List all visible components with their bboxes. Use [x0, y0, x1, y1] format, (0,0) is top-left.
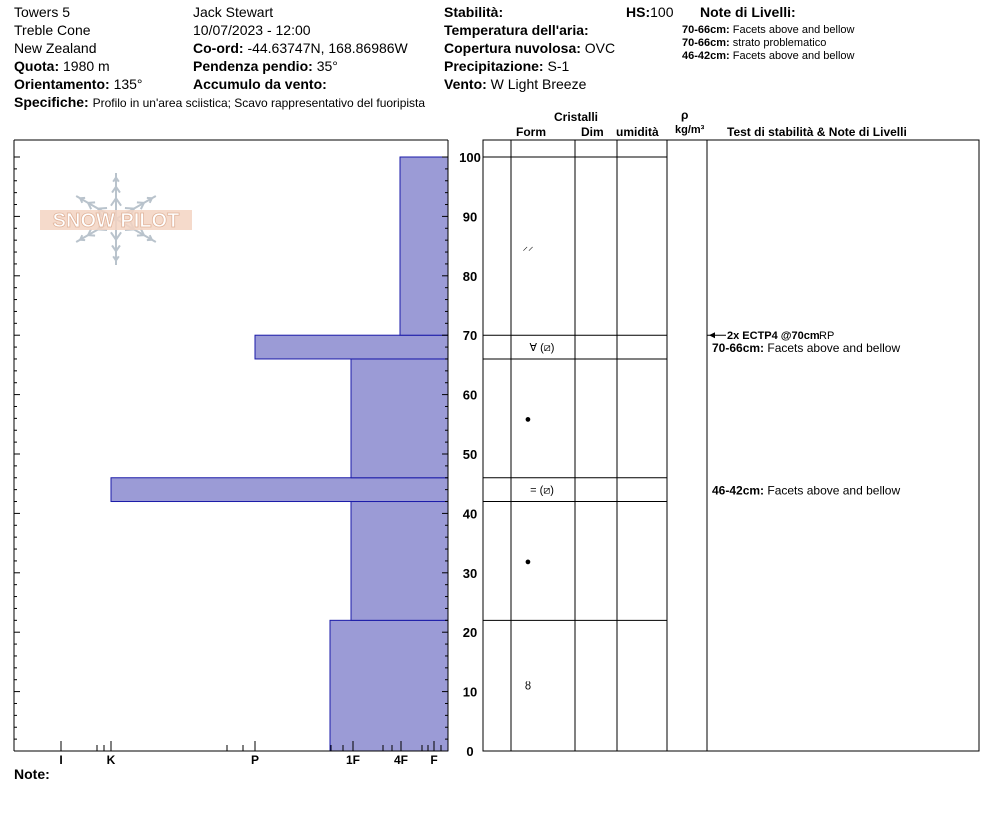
slope-value: 35° [316, 58, 338, 74]
y-tick-label-40: 40 [462, 506, 478, 522]
x-tick-label-4F: 4F [393, 753, 409, 767]
hs-label: HS: [626, 4, 651, 20]
aspect-label: Orientamento: [14, 76, 110, 92]
test-marker-arrow-0 [709, 332, 715, 338]
layer-note-header-3: 46-42cm: Facets above and bellow [682, 50, 855, 62]
layer-note-1: 46-42cm: Facets above and bellow [712, 483, 901, 498]
crystal-table-frame [483, 140, 979, 751]
site-name: Towers 5 [14, 4, 71, 20]
observer-name: Jack Stewart [193, 4, 274, 20]
crystals-header: Cristalli [554, 110, 599, 124]
flake-branch-1-0-0 [98, 208, 107, 209]
x-tick-label-K: K [106, 753, 116, 767]
grain-form-symbol-0: ⸝⸝ [522, 241, 534, 254]
stability-tests-header: Test di stabilità & Note di Livelli [727, 125, 907, 139]
hardness-bar-2 [111, 478, 448, 502]
logo-text: SNOW PILOT [52, 210, 180, 232]
flake-branch-5-1-1 [137, 202, 144, 203]
elevation-value: 1980 m [63, 58, 110, 74]
y-tick-label-60: 60 [462, 387, 478, 403]
hardness-bar-3 [351, 359, 448, 478]
specifics-label: Specifiche: [14, 94, 89, 110]
elevation-label: Quota: [14, 58, 60, 74]
specifics-value: Profilo in un'area sciistica; Scavo rappresentativo del fuoripista [92, 96, 426, 110]
hardness-bar-5 [400, 157, 448, 335]
area-name: Treble Cone [14, 22, 91, 38]
x-tick-label-F: F [430, 753, 438, 767]
grain-form-symbol-5: ȣ [524, 680, 532, 693]
y-tick-label-20: 20 [462, 625, 478, 641]
y-tick-label-50: 50 [462, 447, 478, 462]
y-tick-label-90: 90 [462, 209, 478, 225]
grain-form-symbol-3: = (⧄) [530, 484, 554, 497]
y-tick-label-80: 80 [462, 268, 478, 284]
country-name: New Zealand [14, 40, 97, 56]
dim-header: Dim [581, 125, 604, 139]
air-temp-label: Temperatura dell'aria: [444, 22, 589, 38]
y-tick-label-0: 0 [466, 744, 474, 759]
cloud-label: Copertura nuvolosa: [444, 40, 581, 56]
grain-form-symbol-2: ● [524, 413, 532, 426]
stability-test-extra-0: RP [819, 330, 835, 343]
density-symbol: ρ [681, 108, 689, 122]
grain-form-symbol-1: ∀ (⧄) [529, 342, 555, 355]
flake-branch-2-1-1 [88, 235, 95, 236]
wind-loading-label: Accumulo da vento: [193, 76, 327, 92]
layer-note-header-1: 70-66cm: Facets above and bellow [682, 24, 855, 36]
stability-test-label-0: 2x ECTP4 @70cm [727, 330, 820, 343]
hs-value: 100 [650, 4, 674, 20]
footer-note-label: Note: [14, 766, 50, 782]
precip-value: S-1 [547, 58, 570, 74]
slope-label: Pendenza pendio: [193, 58, 313, 74]
coord-value: -44.63747N, 168.86986W [247, 40, 408, 56]
observation-datetime: 10/07/2023 - 12:00 [193, 22, 311, 38]
y-tick-label-10: 10 [462, 684, 478, 700]
hardness-bar-1 [351, 502, 448, 621]
wind-label: Vento: [444, 76, 487, 92]
density-unit: kg/m³ [675, 124, 705, 136]
aspect-value: 135° [113, 76, 143, 92]
grain-form-symbol-4: ● [524, 555, 532, 568]
snowpilot-logo [40, 173, 192, 265]
layer-notes-title: Note di Livelli: [700, 4, 796, 20]
x-tick-label-1F: 1F [345, 753, 361, 767]
layer-note-0: 70-66cm: Facets above and bellow [712, 341, 901, 356]
layer-note-header-2: 70-66cm: strato problematico [682, 37, 827, 49]
y-tick-label-70: 70 [462, 328, 478, 344]
x-tick-label-P: P [250, 753, 260, 767]
moisture-header: umidità [616, 125, 659, 139]
hardness-bar-0 [330, 620, 448, 751]
y-tick-label-30: 30 [462, 565, 478, 581]
stability-label: Stabilità: [444, 4, 504, 20]
y-tick-label-100: 100 [459, 150, 481, 165]
hardness-bar-4 [255, 335, 448, 359]
wind-value: W Light Breeze [490, 76, 587, 92]
cloud-value: OVC [584, 40, 616, 56]
x-tick-label-I: I [59, 753, 63, 767]
form-header: Form [516, 125, 546, 139]
flake-branch-5-0-1 [125, 208, 134, 209]
coord-label: Co-ord: [193, 40, 244, 56]
precip-label: Precipitazione: [444, 58, 544, 74]
